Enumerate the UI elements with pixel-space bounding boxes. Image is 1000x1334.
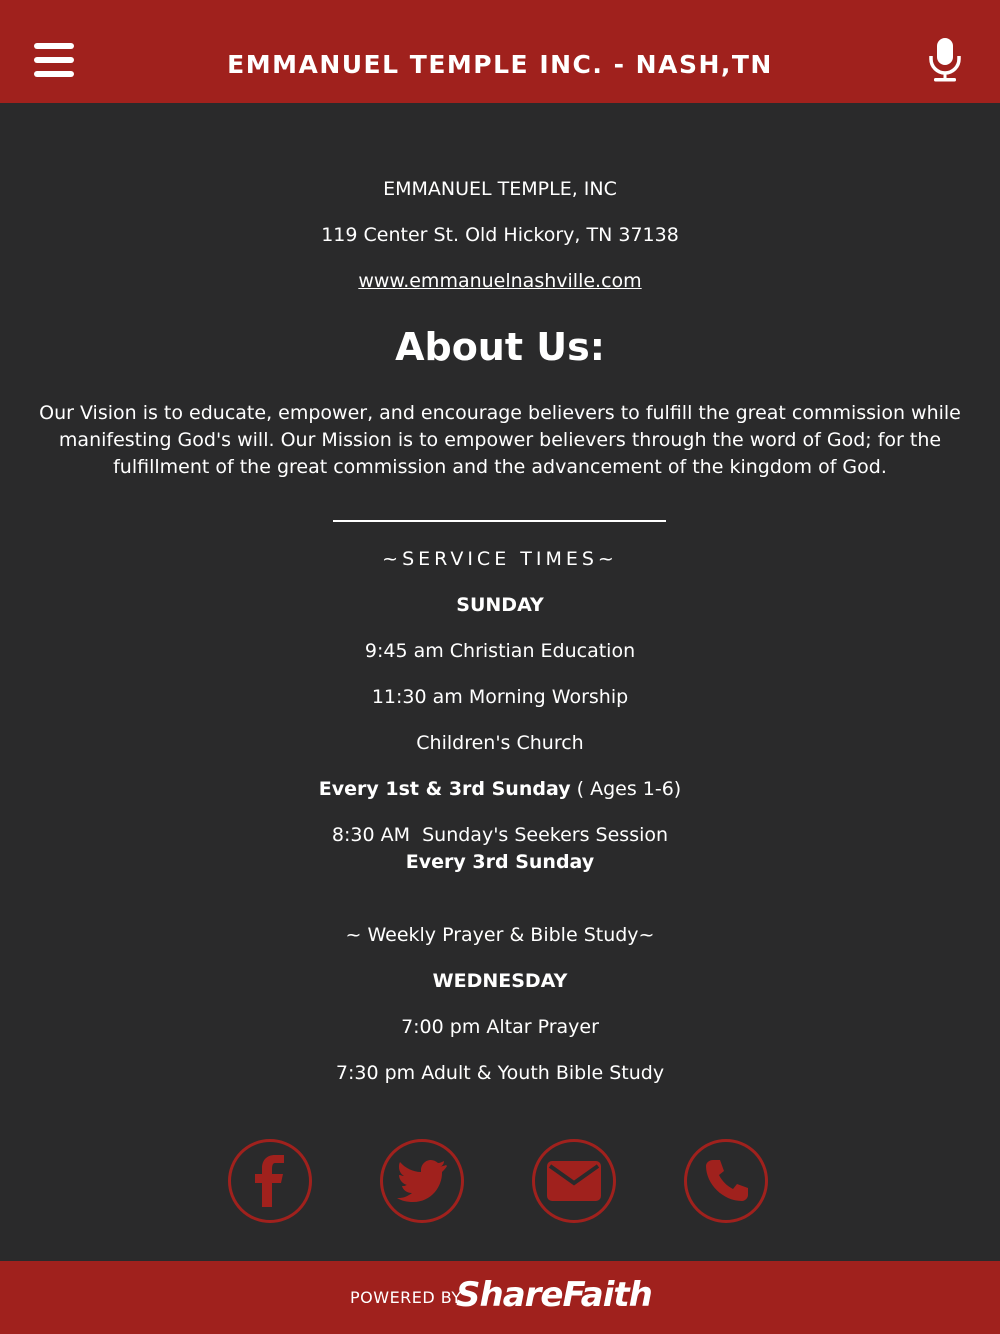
sharefaith-logo[interactable]: ShareFaith <box>456 1275 652 1315</box>
microphone-icon[interactable] <box>924 36 968 82</box>
about-heading: About Us: <box>395 325 605 369</box>
website-link[interactable]: www.emmanuelnashville.com <box>358 270 642 292</box>
wednesday-item: 7:00 pm Altar Prayer <box>401 1016 599 1038</box>
app-title: EMMANUEL TEMPLE INC. - NASH,TN <box>227 50 773 79</box>
childrens-schedule-ages: ( Ages 1-6) <box>570 778 682 800</box>
sunday-label: SUNDAY <box>456 594 544 616</box>
divider <box>333 520 666 522</box>
phone-icon <box>703 1158 749 1204</box>
sunday-item: 11:30 am Morning Worship <box>371 686 629 708</box>
facebook-icon <box>253 1155 287 1207</box>
seekers-session: 8:30 AM Sunday's Seekers Session <box>331 824 669 846</box>
childrens-schedule <box>0 776 1000 802</box>
powered-by-label: POWERED BY <box>350 1288 462 1307</box>
address: 119 Center St. Old Hickory, TN 37138 <box>321 224 679 246</box>
sunday-item: Children's Church <box>416 732 584 754</box>
facebook-button[interactable] <box>228 1139 312 1223</box>
service-times-heading: ~SERVICE TIMES~ <box>382 548 618 570</box>
wednesday-item: 7:30 pm Adult & Youth Bible Study <box>335 1062 665 1084</box>
sunday-item: 9:45 am Christian Education <box>364 640 636 662</box>
weekly-heading: ~ Weekly Prayer & Bible Study~ <box>345 924 655 946</box>
phone-button[interactable] <box>684 1139 768 1223</box>
email-icon <box>547 1161 601 1201</box>
twitter-button[interactable] <box>380 1139 464 1223</box>
childrens-schedule-days: Every 1st & 3rd Sunday <box>318 778 571 800</box>
email-button[interactable] <box>532 1139 616 1223</box>
org-name: EMMANUEL TEMPLE, INC <box>383 178 617 200</box>
seekers-schedule: Every 3rd Sunday <box>405 851 595 873</box>
about-paragraph: Our Vision is to educate, empower, and encourage believers to fulfill the great commission while manifesting God's will. Our Mission is to empower believers through the word of God; for the fulfillment of the great commission and the advancement of the kingdom of God. <box>39 402 961 478</box>
twitter-icon <box>397 1160 447 1202</box>
wednesday-label: WEDNESDAY <box>432 970 568 992</box>
